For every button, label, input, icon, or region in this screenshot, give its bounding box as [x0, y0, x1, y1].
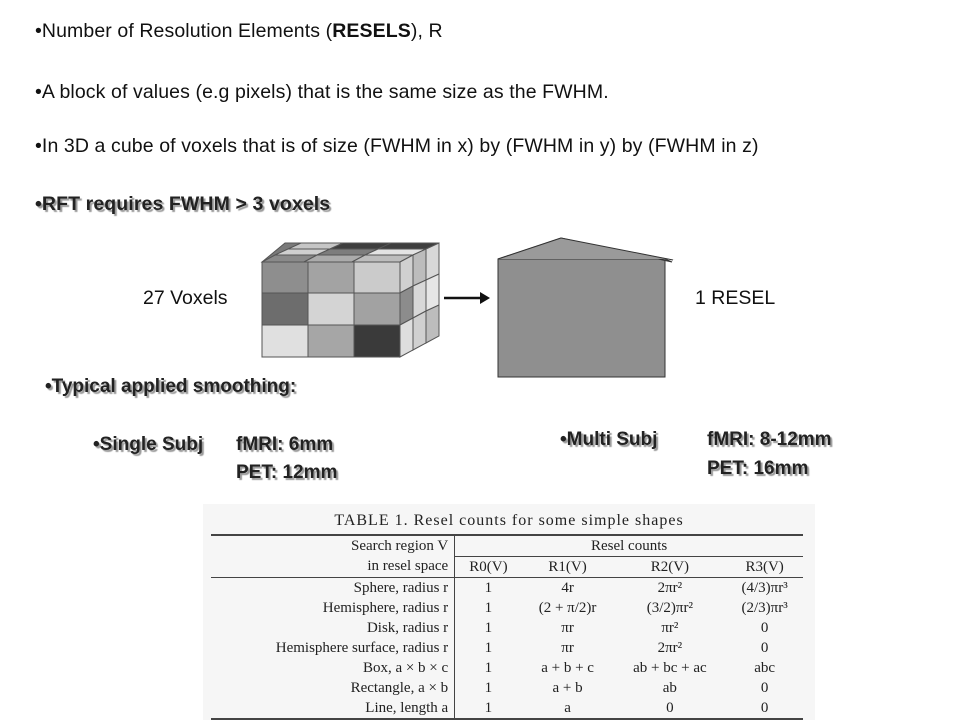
cell-r0: 1	[455, 598, 522, 618]
cell-shape: Disk, radius r	[366, 619, 449, 636]
voxel	[262, 325, 308, 357]
col-r1: R1(V)	[522, 557, 614, 578]
cell-r3: 0	[760, 639, 769, 656]
col-r2: R2(V)	[613, 557, 726, 578]
voxel	[354, 293, 400, 325]
cell-r1: a + b + c	[541, 659, 594, 676]
bullet-3d-cube: •In 3D a cube of voxels that is of size (FWHM in x) by (FWHM in y) by (FWHM in z)	[35, 135, 759, 157]
cell-r2: πr²	[661, 619, 679, 636]
cell-r2: (3/2)πr²	[646, 599, 693, 616]
cell-r2: 2πr²	[657, 639, 683, 656]
cell-r2: 0	[613, 698, 726, 719]
header-region-1: Search region V	[211, 535, 455, 557]
single-subj-label: •Single Subj	[93, 434, 204, 455]
bullet-resels-pre: •Number of Resolution Elements (	[35, 20, 333, 42]
voxel	[262, 293, 308, 325]
table-row	[211, 698, 803, 719]
voxel	[262, 262, 308, 293]
cell-r0: 1	[455, 578, 522, 599]
table-row	[211, 598, 803, 618]
cell-shape: Hemisphere, radius r	[322, 599, 449, 616]
single-pet: PET: 12mm	[236, 462, 338, 483]
table-row	[211, 638, 803, 658]
cell-r1: πr	[561, 619, 574, 636]
resel-cube	[498, 238, 675, 377]
resel-table-figure	[203, 504, 815, 720]
cell-r0: 1	[455, 678, 522, 698]
voxel-cube	[262, 243, 439, 357]
cell-r1: 4r	[561, 579, 574, 596]
voxels-label: 27 Voxels	[143, 287, 228, 309]
bullet-resels-post: ), R	[410, 20, 443, 42]
table-row	[211, 658, 803, 678]
cell-r0: 1	[455, 658, 522, 678]
voxel	[354, 325, 400, 357]
voxel	[308, 293, 354, 325]
voxel	[308, 325, 354, 357]
voxel	[413, 311, 426, 350]
multi-subj-label: •Multi Subj	[560, 429, 658, 450]
cell-r0: 1	[455, 638, 522, 658]
cell-r3: (4/3)πr³	[741, 579, 788, 596]
header-region-2: in resel space	[211, 557, 455, 578]
smoothing-heading: •Typical applied smoothing:	[45, 376, 297, 397]
header-counts: Resel counts	[455, 535, 803, 557]
cell-shape: Sphere, radius r	[353, 579, 449, 596]
voxel	[426, 305, 439, 343]
bullet-rft-requirement: •RFT requires FWHM > 3 voxels	[35, 193, 331, 215]
bullet-resels-bold: RESELS	[332, 20, 411, 42]
col-r0: R0(V)	[455, 557, 522, 578]
cell-r2: 2πr²	[657, 579, 683, 596]
voxel	[354, 262, 400, 293]
table-row	[211, 678, 803, 698]
cell-r3: 0	[726, 698, 803, 719]
multi-pet: PET: 16mm	[707, 458, 809, 479]
cell-shape: Box, a × b × c	[362, 659, 449, 676]
cell-shape: Hemisphere surface, radius r	[275, 639, 449, 656]
resel-label: 1 RESEL	[695, 287, 776, 309]
cell-r0: 1	[455, 618, 522, 638]
cell-r3: 0	[760, 619, 769, 636]
cell-r1: (2 + π/2)r	[538, 599, 597, 616]
cell-r1: a + b	[552, 679, 583, 696]
cell-r1: a	[522, 698, 614, 719]
table-title: TABLE 1. Resel counts for some simple shapes	[334, 512, 684, 529]
cell-r2: ab + bc + ac	[633, 659, 707, 676]
voxel	[308, 262, 354, 293]
resel-table	[211, 534, 803, 720]
cell-r3: 0	[760, 679, 769, 696]
cell-shape: Line, length a	[211, 698, 455, 719]
bullet-block-values: •A block of values (e.g pixels) that is the same size as the FWHM.	[35, 81, 609, 103]
col-r3: R3(V)	[726, 557, 803, 578]
cell-r3: abc	[754, 659, 776, 676]
table-row	[211, 618, 803, 638]
cell-r2: ab	[662, 679, 677, 696]
cell-r0: 1	[455, 698, 522, 719]
arrow-head	[480, 292, 490, 304]
cell-shape: Rectangle, a × b	[350, 679, 449, 696]
single-fmri: fMRI: 6mm	[236, 434, 334, 455]
multi-fmri: fMRI: 8-12mm	[707, 429, 832, 450]
cell-r3: (2/3)πr³	[741, 599, 788, 616]
voxel	[400, 318, 413, 357]
table-row	[211, 578, 803, 599]
cell-r1: πr	[561, 639, 574, 656]
